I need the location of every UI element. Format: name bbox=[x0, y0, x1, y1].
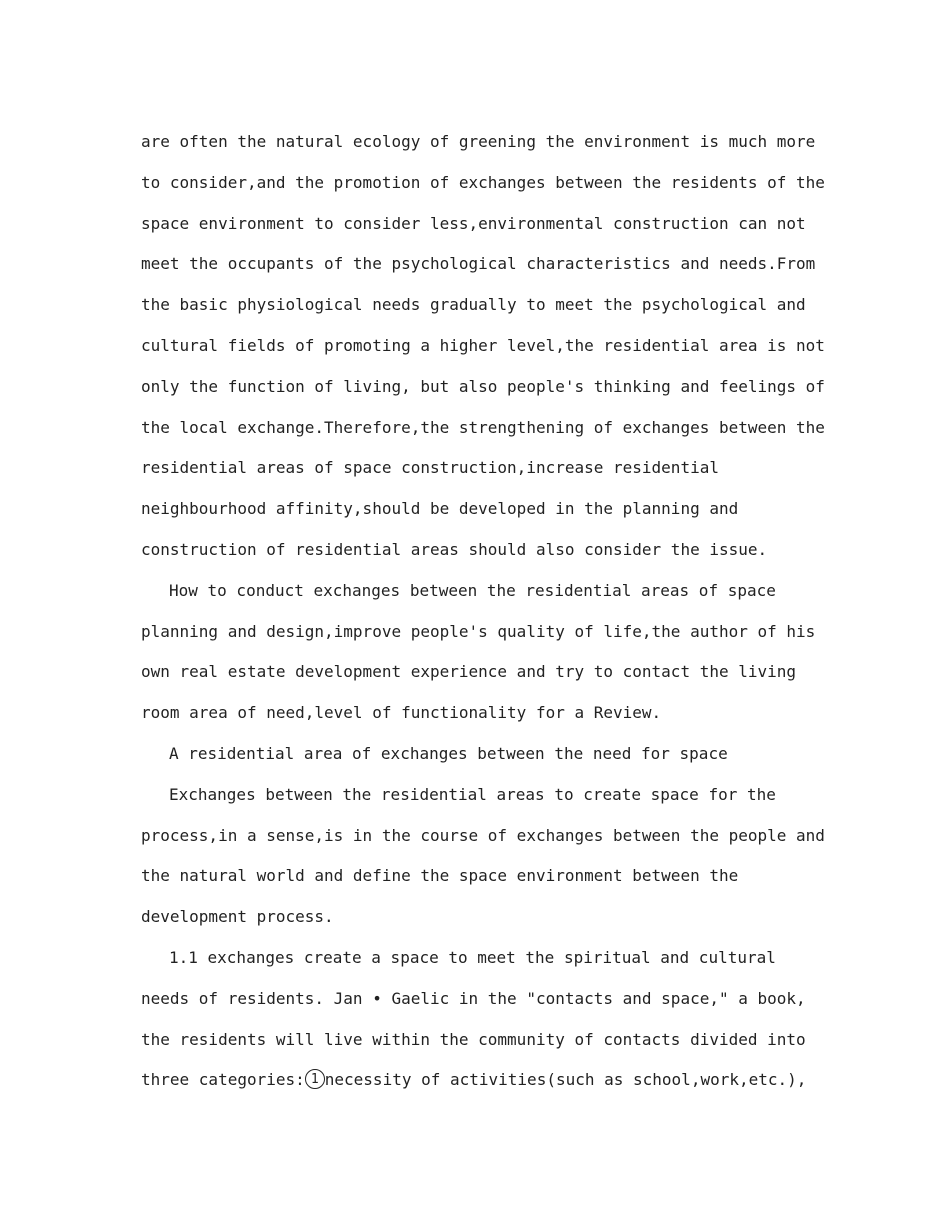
text-line: needs of residents. Jan • Gaelic in the "contacts and space," a book, bbox=[141, 988, 806, 1008]
text-fragment: necessity of activities(such as school,work,etc.), bbox=[324, 1070, 807, 1090]
text-line: development process. bbox=[141, 907, 334, 927]
text-line: planning and design,improve people's quality of life,the author of his bbox=[141, 621, 816, 641]
text-line: cultural fields of promoting a higher level,the residential area is not bbox=[141, 335, 825, 355]
text-line: only the function of living, but also people's thinking and feelings of bbox=[141, 376, 825, 396]
paragraph-4 bbox=[141, 938, 821, 1101]
paragraph-1 bbox=[141, 122, 825, 571]
paragraph-2 bbox=[141, 571, 821, 734]
text-line: 1.1 exchanges create a space to meet the spiritual and cultural bbox=[169, 947, 776, 967]
text-line: meet the occupants of the psychological characteristics and needs.From bbox=[141, 254, 816, 274]
text-line: How to conduct exchanges between the residential areas of space bbox=[169, 580, 776, 600]
text-line: own real estate development experience and try to contact the living bbox=[141, 662, 797, 682]
text-line: to consider,and the promotion of exchanges between the residents of the bbox=[141, 172, 825, 192]
section-heading: A residential area of exchanges between the need for space bbox=[169, 743, 728, 763]
text-line: residential areas of space construction,increase residential bbox=[141, 458, 719, 478]
text-line: process,in a sense,is in the course of exchanges between the people and bbox=[141, 825, 825, 845]
text-line: space environment to consider less,environmental construction can not bbox=[141, 213, 806, 233]
text-line: are often the natural ecology of greening the environment is much more bbox=[141, 132, 816, 151]
text-line: Exchanges between the residential areas to create space for the bbox=[169, 784, 776, 804]
text-line-with-marker bbox=[141, 1060, 821, 1101]
text-fragment: three categories: bbox=[141, 1070, 305, 1090]
text-line: the local exchange.Therefore,the strengthening of exchanges between the bbox=[141, 417, 825, 437]
document-body bbox=[141, 122, 825, 1101]
paragraph-3 bbox=[141, 775, 825, 938]
text-line: construction of residential areas should also consider the issue. bbox=[141, 539, 768, 559]
text-line: the natural world and define the space environment between the bbox=[141, 866, 739, 886]
text-line: the residents will live within the community of contacts divided into bbox=[141, 1029, 806, 1049]
text-line: neighbourhood affinity,should be developed in the planning and bbox=[141, 499, 739, 519]
text-line: the basic physiological needs gradually to meet the psychological and bbox=[141, 295, 806, 315]
text-line: room area of need,level of functionality for a Review. bbox=[141, 703, 662, 723]
circled-number-marker: 1 bbox=[305, 1069, 325, 1089]
